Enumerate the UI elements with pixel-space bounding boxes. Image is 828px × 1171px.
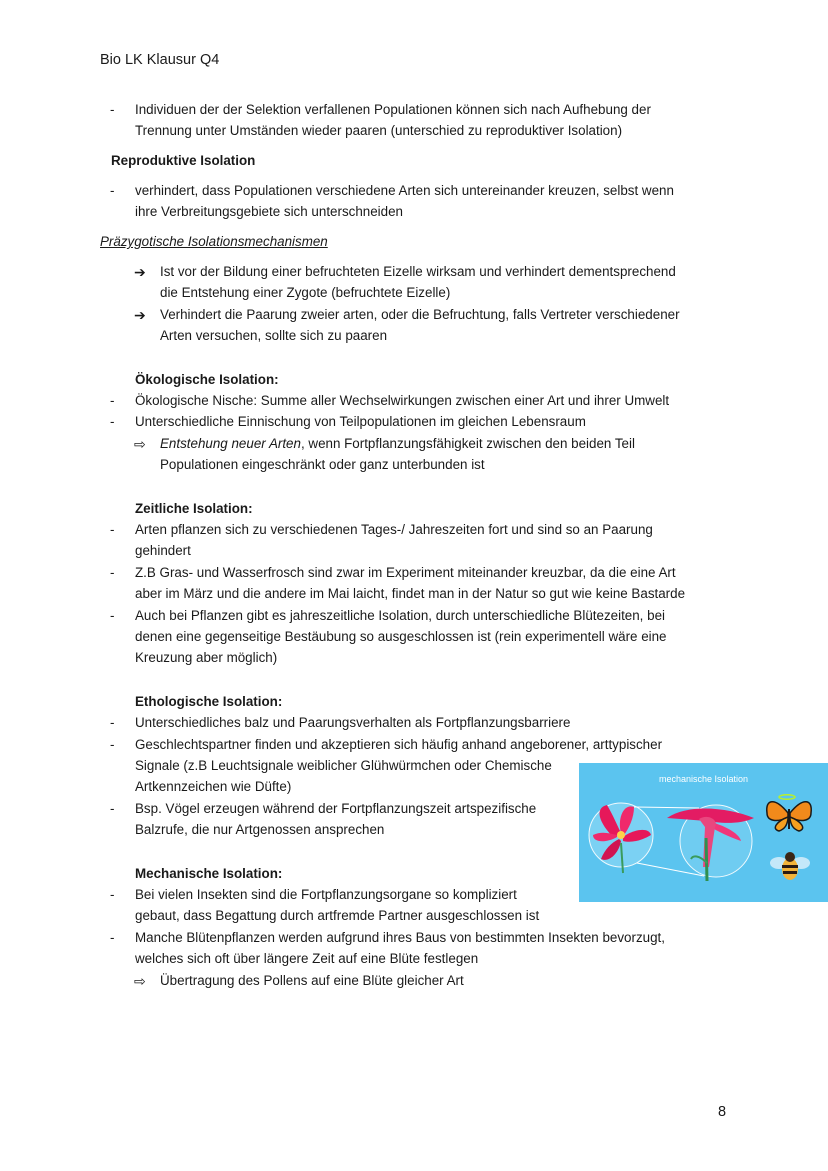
mechanical-isolation-figure	[579, 763, 828, 902]
ecological-text-line: Unterschiedliche Einnischung von Teilpopulationen im gleichen Lebensraum	[135, 414, 586, 429]
temporal-text-line: aber im März und die andere im Mai laicht, findet man in der Natur so gut wie keine Bastarde	[135, 586, 686, 601]
prezygotic-heading: Präzygotische Isolationsmechanismen	[100, 234, 328, 249]
temporal-text-line: Auch bei Pflanzen gibt es jahreszeitliche Isolation, durch unterschiedliche Blütezeiten, bei	[135, 608, 665, 623]
page-number: 8	[718, 1104, 727, 1120]
ecological-result-rest: , wenn Fortpflanzungsfähigkeit zwischen den beiden Teil	[300, 436, 635, 451]
figure-title: mechanische Isolation	[658, 774, 749, 784]
mechanical-text-line: Manche Blütenpflanzen werden aufgrund ihres Baus von bestimmten Insekten bevorzugt,	[135, 930, 665, 945]
temporal-text-line: gehindert	[135, 543, 191, 558]
bullet-dash: -	[110, 522, 115, 537]
temporal-text-line: Kreuzung aber möglich)	[135, 650, 278, 665]
page-header: Bio LK Klausur Q4	[100, 52, 220, 68]
ethological-text-line: Unterschiedliches balz und Paarungsverhalten als Fortpflanzungsbarriere	[135, 715, 571, 730]
ecological-result-italic: Entstehung neuer Arten	[160, 436, 301, 451]
mechanical-result-line: Übertragung des Pollens auf eine Blüte gleicher Art	[160, 973, 464, 988]
arrow-right-icon: ➔	[134, 264, 146, 280]
ethological-text-line: Artkennzeichen wie Düfte)	[135, 779, 292, 794]
figure-illustration	[579, 763, 828, 902]
temporal-text-line: denen eine gegenseitige Bestäubung so ausgeschlossen ist (rein experimentell wäre eine	[135, 629, 667, 644]
temporal-heading: Zeitliche Isolation:	[135, 501, 253, 516]
open-arrow-icon: ⇨	[134, 973, 146, 989]
bullet-dash: -	[110, 565, 115, 580]
bullet-dash: -	[110, 393, 115, 408]
bullet-dash: -	[110, 102, 115, 117]
mechanical-heading: Mechanische Isolation:	[135, 866, 283, 881]
bullet-dash: -	[110, 930, 115, 945]
reproductive-heading: Reproduktive Isolation	[111, 153, 256, 168]
temporal-text-line: Z.B Gras- und Wasserfrosch sind zwar im Experiment miteinander kreuzbar, da die eine Art	[135, 565, 676, 580]
ecological-heading: Ökologische Isolation:	[135, 372, 279, 387]
temporal-text-line: Arten pflanzen sich zu verschiedenen Tages-/ Jahreszeiten fort und sind so an Paarung	[135, 522, 653, 537]
prezygotic-text-line: Arten versuchen, sollte sich zu paaren	[160, 328, 388, 343]
bullet-dash: -	[110, 737, 115, 752]
mechanical-text-line: gebaut, dass Begattung durch artfremde Partner ausgeschlossen ist	[135, 908, 540, 923]
ethological-heading: Ethologische Isolation:	[135, 694, 283, 709]
geographic-text-line: Trennung unter Umständen wieder paaren (unterschied zu reproduktiver Isolation)	[135, 123, 623, 138]
ethological-text-line: Geschlechtspartner finden und akzeptieren sich häufig anhand angeborener, arttypischer	[135, 737, 663, 752]
bullet-dash: -	[110, 183, 115, 198]
reproductive-text-line: ihre Verbreitungsgebiete sich unterschneiden	[135, 204, 403, 219]
ecological-result-line: Populationen eingeschränkt oder ganz unterbunden ist	[160, 457, 485, 472]
mechanical-text-line: welches sich oft über längere Zeit auf eine Blüte festlegen	[135, 951, 479, 966]
ethological-text-line: Balzrufe, die nur Artgenossen ansprechen	[135, 822, 385, 837]
prezygotic-text-line: Verhindert die Paarung zweier arten, oder die Befruchtung, falls Vertreter verschiedener	[160, 307, 680, 322]
bullet-dash: -	[110, 801, 115, 816]
bullet-dash: -	[110, 608, 115, 623]
reproductive-text-line: verhindert, dass Populationen verschiedene Arten sich untereinander kreuzen, selbst wenn	[135, 183, 674, 198]
ecological-text-line: Ökologische Nische: Summe aller Wechselwirkungen zwischen einer Art und ihrer Umwelt	[135, 393, 670, 408]
mechanical-text-line: Bei vielen Insekten sind die Fortpflanzungsorgane so kompliziert	[135, 887, 517, 902]
bee-icon	[770, 852, 810, 880]
butterfly-icon	[767, 795, 812, 831]
ethological-text-line: Signale (z.B Leuchtsignale weiblicher Glühwürmchen oder Chemische	[135, 758, 552, 773]
bullet-dash: -	[110, 715, 115, 730]
geographic-text-line: Individuen der der Selektion verfallenen Populationen können sich nach Aufhebung der	[135, 102, 651, 117]
prezygotic-text-line: Ist vor der Bildung einer befruchteten Eizelle wirksam und verhindert dementsprechend	[160, 264, 676, 279]
open-arrow-icon: ⇨	[134, 436, 146, 452]
bullet-dash: -	[110, 414, 115, 429]
prezygotic-text-line: die Entstehung einer Zygote (befruchtete Eizelle)	[160, 285, 451, 300]
ethological-text-line: Bsp. Vögel erzeugen während der Fortpflanzungszeit artspezifische	[135, 801, 537, 816]
arrow-right-icon: ➔	[134, 307, 146, 323]
bullet-dash: -	[110, 887, 115, 902]
ecological-result-line	[160, 434, 635, 454]
